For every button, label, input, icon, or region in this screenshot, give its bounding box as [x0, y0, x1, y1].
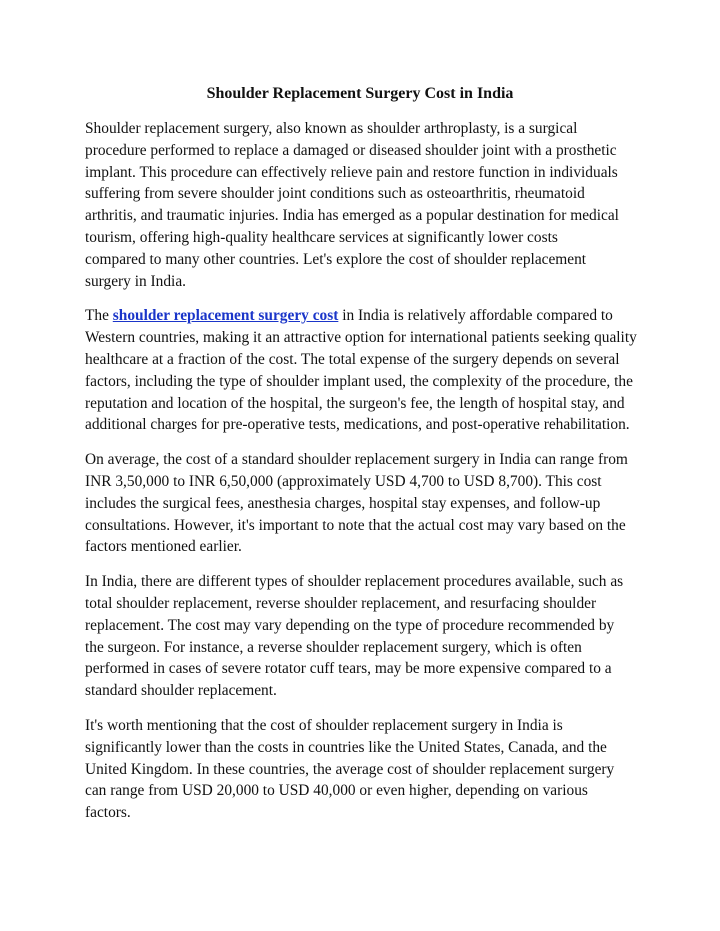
shoulder-replacement-cost-link[interactable]: shoulder replacement surgery cost	[112, 307, 339, 325]
paragraph-cost-factors	[85, 305, 640, 436]
paragraph-intro: Shoulder replacement surgery, also known as shoulder arthroplasty, is a surgical procedure performed to replace a damaged or diseased shoulder joint with a prosthetic implant. This procedure can effectively relieve pain and restore function in individuals suffering from severe shoulder joint conditions such as osteoarthritis, rheumatoid arthritis, and traumatic injuries. India has emerged as a popular destination for medical tourism, offering high-quality healthcare services at significantly lower costs compared to many other countries. Let's explore the cost of shoulder replacement surgery in India.	[85, 120, 619, 290]
document-body	[85, 118, 640, 837]
paragraph-comparison: It's worth mentioning that the cost of shoulder replacement surgery in India is significantly lower than the costs in countries like the United States, Canada, and the United Kingdom. In these countries, the average cost of shoulder replacement surgery can range from USD 20,000 to USD 40,000 or even higher, depending on various factors.	[85, 716, 615, 822]
paragraph-procedure-types: In India, there are different types of shoulder replacement procedures available, such as total shoulder replacement, reverse shoulder replacement, and resurfacing shoulder replacement. The cost may vary depending on the type of procedure recommended by the surgeon. For instance, a reverse shoulder replacement surgery, which is often performed in cases of severe rotator cuff tears, may be more expensive compared to a standard shoulder replacement.	[85, 573, 624, 700]
paragraph-cost-factors-lead: The	[85, 307, 113, 325]
document-title: Shoulder Replacement Surgery Cost in India	[206, 85, 514, 102]
paragraph-average-cost: On average, the cost of a standard shoulder replacement surgery in India can range from INR 3,50,000 to INR 6,50,000 (approximately USD 4,700 to USD 8,700). This cost includes the surgical fees, anesthesia charges, hospital stay expenses, and follow-up consultations. However, it's important to note that the actual cost may vary based on the factors mentioned earlier.	[85, 451, 628, 556]
paragraph-cost-factors-rest: in India is relatively affordable compared to Western countries, making it an attractive option for international patients seeking quality healthcare at a fraction of the cost. The total expense of the surgery depends on several factors, including the type of shoulder implant used, the complexity of the procedure, the reputation and location of the hospital, the surgeon's fee, the length of hospital stay, and additional charges for pre-operative tests, medications, and post-operative rehabilitation.	[85, 307, 637, 434]
